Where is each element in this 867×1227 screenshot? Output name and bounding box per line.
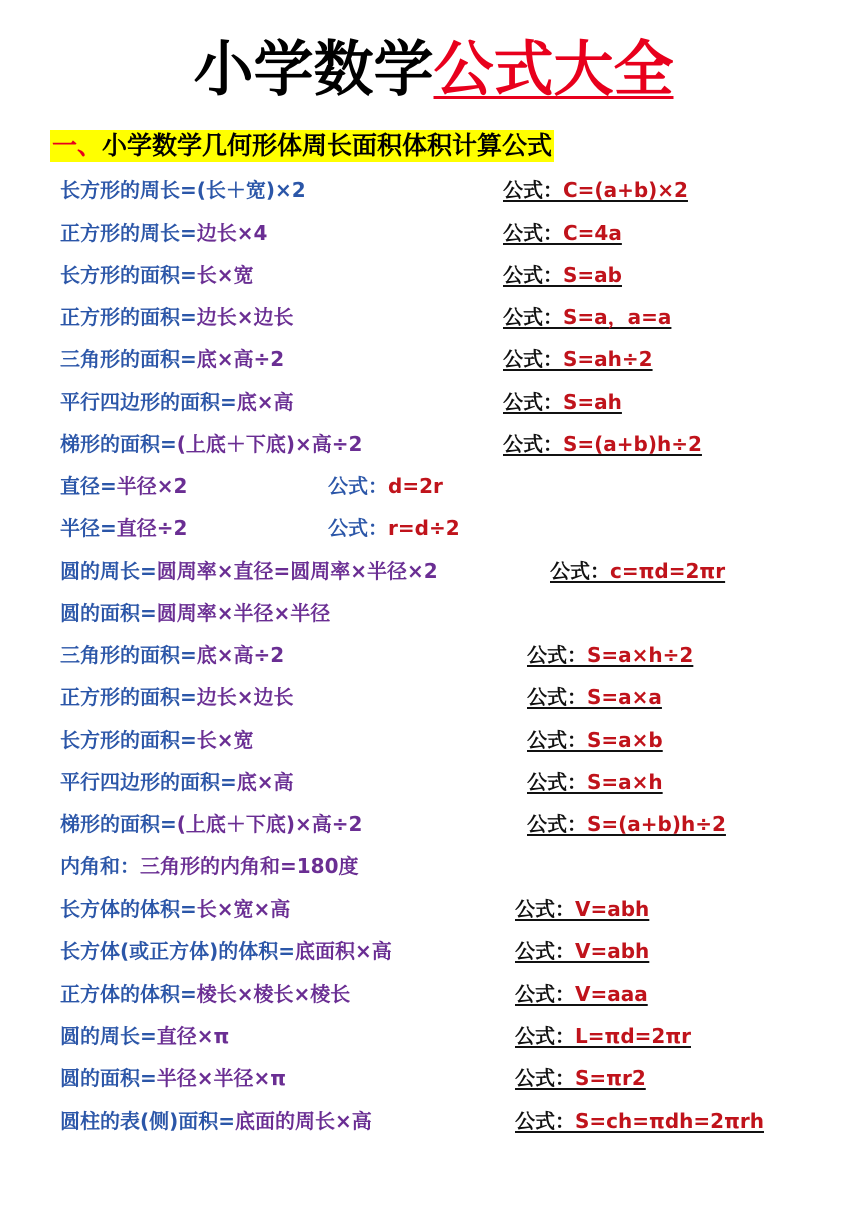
- formula-expression: [527, 682, 662, 712]
- formula-value: S=ah÷2: [563, 347, 653, 371]
- formula-value: S=ah: [563, 390, 622, 414]
- row-term: 三角形的面积=: [60, 643, 197, 667]
- formula-label: 公式：: [515, 982, 575, 1006]
- formula-value: C=(a+b)×2: [563, 178, 688, 202]
- formula-label: 公式：: [503, 432, 563, 456]
- row-term: 三角形的面积=: [60, 347, 197, 371]
- formula-expression: [503, 175, 688, 205]
- row-term: 平行四边形的面积=: [60, 390, 237, 414]
- formula-expression: [328, 513, 460, 543]
- formula-expression: [503, 429, 702, 459]
- formula-value: c=πd=2πr: [610, 559, 726, 583]
- section-number: 一、: [52, 131, 103, 160]
- formula-row: [60, 175, 306, 205]
- row-term: 圆柱的表(侧)面积=: [60, 1109, 236, 1133]
- formula-value: S=(a+b)h÷2: [563, 432, 702, 456]
- formula-row: [60, 1021, 229, 1051]
- formula-label: 公式：: [503, 390, 563, 414]
- formula-expression: [527, 809, 726, 839]
- formula-row: [60, 471, 187, 501]
- formula-value: S=πr2: [575, 1066, 646, 1090]
- row-expression: 半径×2: [116, 474, 188, 498]
- formula-expression: [515, 979, 648, 1009]
- formula-expression: [527, 725, 663, 755]
- formula-value: S=a×a: [587, 685, 662, 709]
- formula-value: L=πd=2πr: [575, 1024, 691, 1048]
- formula-label: 公式：: [527, 770, 587, 794]
- row-expression: 半径×半径×π: [156, 1066, 287, 1090]
- row-expression: 三角形的内角和=180度: [140, 854, 359, 878]
- formula-label: 公式：: [550, 559, 610, 583]
- formula-row: [60, 260, 254, 290]
- row-expression: 长×宽×高: [196, 897, 291, 921]
- formula-label: 公式：: [527, 812, 587, 836]
- formula-expression: [503, 302, 671, 332]
- formula-label: 公式：: [527, 643, 587, 667]
- formula-expression: [503, 344, 653, 374]
- row-term: 长方形的面积=: [60, 263, 197, 287]
- formula-row: [60, 218, 267, 248]
- formula-row: [60, 1063, 286, 1093]
- formula-label: 公式：: [503, 221, 563, 245]
- formula-row: [60, 809, 362, 839]
- row-term: 内角和：: [60, 854, 140, 878]
- formula-row: [60, 387, 294, 417]
- formula-value: S=ch=πdh=2πrh: [575, 1109, 764, 1133]
- row-expression: 底×高÷2: [196, 643, 285, 667]
- row-term: 圆的面积=: [60, 1066, 157, 1090]
- formula-row: [60, 725, 254, 755]
- row-term: 梯形的面积=: [60, 432, 177, 456]
- formula-expression: [550, 556, 725, 586]
- row-expression: 底×高: [236, 770, 294, 794]
- formula-value: d=2r: [388, 474, 443, 498]
- formula-label: 公式：: [515, 1109, 575, 1133]
- row-term: 平行四边形的面积=: [60, 770, 237, 794]
- formula-expression: [515, 1063, 646, 1093]
- row-expression: 底面积×高: [295, 939, 392, 963]
- formula-expression: [503, 387, 622, 417]
- section-text: 小学数学几何形体周长面积体积计算公式: [102, 131, 553, 160]
- row-term: 圆的面积=: [60, 601, 157, 625]
- formula-row: [60, 556, 438, 586]
- formula-row: [60, 1106, 372, 1136]
- formula-value: r=d÷2: [388, 516, 460, 540]
- row-expression: 边长×4: [196, 221, 268, 245]
- row-term: 正方形的面积=: [60, 305, 197, 329]
- formula-value: C=4a: [563, 221, 622, 245]
- formula-row: [60, 598, 330, 628]
- row-term: 正方形的周长=: [60, 221, 197, 245]
- row-expression: 底×高: [236, 390, 294, 414]
- row-term: 梯形的面积=: [60, 812, 177, 836]
- title-part-black: 小学数学: [193, 35, 434, 105]
- section-heading: [50, 130, 554, 162]
- formula-row: [60, 429, 362, 459]
- formula-row: [60, 344, 284, 374]
- row-expression: 底×高÷2: [196, 347, 285, 371]
- formula-label: 公式：: [503, 347, 563, 371]
- row-expression: 边长×边长: [196, 685, 294, 709]
- formula-label: 公式：: [328, 516, 388, 540]
- formula-label: 公式：: [328, 474, 388, 498]
- row-term: 直径=: [60, 474, 117, 498]
- formula-row: [60, 936, 392, 966]
- page-title: [0, 28, 867, 112]
- row-expression: 边长×边长: [196, 305, 294, 329]
- row-term: 长方形的面积=: [60, 728, 197, 752]
- formula-row: [60, 767, 294, 797]
- row-term: 长方体(或正方体)的体积=: [60, 939, 296, 963]
- formula-expression: [515, 1021, 691, 1051]
- formula-row: [60, 894, 290, 924]
- formula-label: 公式：: [515, 939, 575, 963]
- row-term: 圆的周长=: [60, 559, 157, 583]
- formula-label: 公式：: [515, 897, 575, 921]
- formula-expression: [515, 1106, 764, 1136]
- formula-value: V=abh: [575, 897, 650, 921]
- row-expression: (长＋宽)×2: [196, 178, 306, 202]
- formula-value: S=a×b: [587, 728, 663, 752]
- formula-value: V=abh: [575, 939, 650, 963]
- formula-value: S=a×h÷2: [587, 643, 694, 667]
- formula-value: S=a×h: [587, 770, 663, 794]
- formula-label: 公式：: [503, 305, 563, 329]
- formula-label: 公式：: [515, 1024, 575, 1048]
- row-term: 长方形的周长=: [60, 178, 197, 202]
- formula-expression: [515, 894, 649, 924]
- row-expression: 长×宽: [196, 263, 254, 287]
- row-expression: (上底＋下底)×高÷2: [176, 432, 363, 456]
- formula-value: S=(a+b)h÷2: [587, 812, 726, 836]
- formula-expression: [328, 471, 443, 501]
- formula-label: 公式：: [503, 263, 563, 287]
- formula-row: [60, 640, 284, 670]
- formula-label: 公式：: [515, 1066, 575, 1090]
- row-expression: 圆周率×直径=圆周率×半径×2: [156, 559, 438, 583]
- row-expression: 直径×π: [156, 1024, 230, 1048]
- formula-expression: [503, 218, 622, 248]
- formula-expression: [527, 767, 663, 797]
- formula-row: [60, 851, 359, 881]
- row-expression: 圆周率×半径×半径: [156, 601, 331, 625]
- row-expression: 棱长×棱长×棱长: [196, 982, 351, 1006]
- row-expression: 直径÷2: [116, 516, 188, 540]
- row-expression: 长×宽: [196, 728, 254, 752]
- formula-value: S=a，a=a: [563, 305, 672, 329]
- formula-label: 公式：: [527, 685, 587, 709]
- formula-row: [60, 513, 187, 543]
- formula-value: V=aaa: [575, 982, 648, 1006]
- row-expression: (上底＋下底)×高÷2: [176, 812, 363, 836]
- formula-expression: [503, 260, 622, 290]
- formula-expression: [527, 640, 693, 670]
- row-term: 圆的周长=: [60, 1024, 157, 1048]
- formula-value: S=ab: [563, 263, 622, 287]
- row-term: 正方体的体积=: [60, 982, 197, 1006]
- title-part-red: 公式大全: [433, 35, 674, 105]
- formula-row: [60, 979, 350, 1009]
- row-expression: 底面的周长×高: [235, 1109, 372, 1133]
- formula-label: 公式：: [527, 728, 587, 752]
- row-term: 正方形的面积=: [60, 685, 197, 709]
- formula-row: [60, 302, 294, 332]
- formula-row: [60, 682, 294, 712]
- row-term: 半径=: [60, 516, 117, 540]
- formula-expression: [515, 936, 649, 966]
- row-term: 长方体的体积=: [60, 897, 197, 921]
- formula-label: 公式：: [503, 178, 563, 202]
